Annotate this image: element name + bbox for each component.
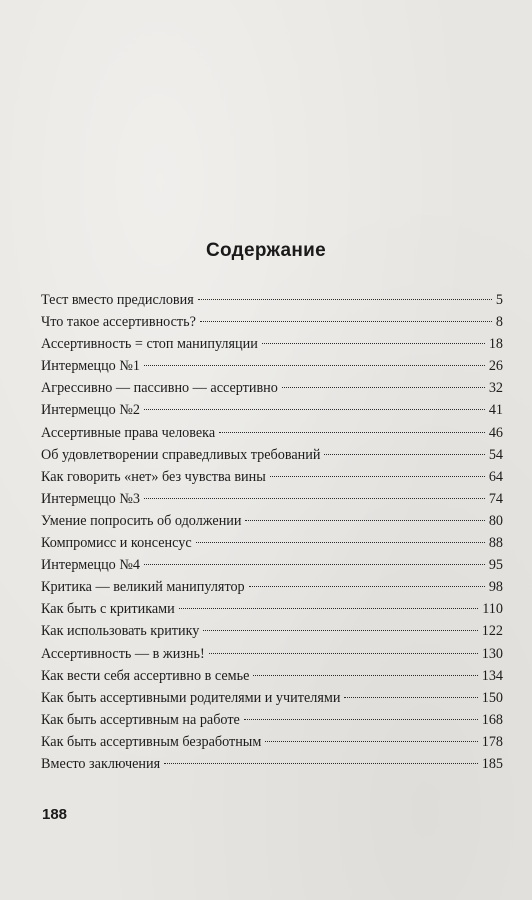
toc-entry-page: 80 [488, 512, 503, 529]
toc-entry [41, 576, 503, 598]
dot-leader [196, 542, 485, 543]
dot-leader [144, 498, 485, 499]
dot-leader [164, 763, 478, 764]
toc-entry-page: 54 [488, 446, 503, 463]
toc-entry-page: 95 [488, 557, 503, 574]
dot-leader [144, 365, 485, 366]
toc-entry-title: Интермеццо №4 [41, 557, 140, 574]
dot-leader [198, 299, 492, 300]
toc-entry-title: Компромисс и консенсус [41, 535, 192, 552]
toc-entry [41, 422, 503, 444]
toc-entry [41, 510, 503, 532]
toc-entry-page: 134 [481, 667, 503, 684]
dot-leader [282, 387, 485, 388]
toc-entry [41, 444, 503, 466]
toc-entry-page: 18 [488, 336, 503, 353]
dot-leader [262, 343, 485, 344]
toc-entry-title: Ассертивные права человека [41, 424, 216, 441]
toc-entry [41, 377, 503, 399]
dot-leader [200, 321, 492, 322]
toc-entry-title: Интермеццо №3 [41, 490, 140, 507]
toc-entry [41, 311, 503, 333]
toc-entry-page: 74 [488, 490, 503, 507]
toc-entry [41, 687, 503, 709]
toc-entry-page: 98 [488, 579, 503, 596]
toc-entry-title: Как быть с критиками [41, 601, 175, 618]
toc-entry [41, 333, 503, 355]
toc-entry-page: 5 [495, 292, 503, 308]
toc-entry-title: Агрессивно — пассивно — ассертивно [41, 380, 278, 397]
toc-entry-page: 150 [481, 689, 503, 706]
toc-entry-page: 46 [488, 424, 503, 441]
dot-leader [265, 741, 477, 742]
dot-leader [245, 520, 484, 521]
table-of-contents [41, 289, 503, 775]
toc-entry-title: Как быть ассертивными родителями и учителями [41, 689, 341, 706]
toc-entry [41, 488, 503, 510]
toc-entry-page: 130 [481, 645, 503, 662]
toc-entry-page: 32 [488, 380, 503, 397]
dot-leader [253, 675, 477, 676]
toc-entry-title: Умение попросить об одолжении [41, 512, 242, 529]
toc-entry-title: Как быть ассертивным безработным [41, 733, 262, 750]
toc-entry [41, 399, 503, 421]
dot-leader [244, 719, 478, 720]
toc-entry [41, 289, 503, 311]
toc-entry-page: 110 [482, 601, 503, 618]
toc-entry-title: Вместо заключения [41, 755, 161, 772]
toc-entry-title: Как вести себя ассертивно в семье [41, 667, 250, 684]
page-number: 188 [42, 806, 68, 823]
dot-leader [324, 454, 484, 455]
toc-entry-page: 185 [481, 755, 503, 772]
dot-leader [179, 608, 478, 609]
toc-entry-title: Как быть ассертивным на работе [41, 711, 240, 728]
toc-entry-title: Критика — великий манипулятор [41, 579, 245, 596]
toc-entry [41, 665, 503, 687]
toc-entry-title: Как говорить «нет» без чувства вины [41, 468, 266, 485]
toc-entry-title: Интермеццо №1 [41, 358, 140, 375]
toc-entry-title: Интермеццо №2 [41, 402, 140, 419]
toc-entry-page: 122 [481, 623, 503, 640]
dot-leader [209, 653, 478, 654]
toc-entry-page: 8 [495, 314, 503, 331]
toc-entry-title: Тест вместо предисловия [41, 292, 194, 308]
toc-entry [41, 709, 503, 731]
dot-leader [219, 432, 485, 433]
toc-entry-title: Об удовлетворении справедливых требований [41, 446, 321, 463]
dot-leader [270, 476, 485, 477]
dot-leader [144, 409, 485, 410]
dot-leader [203, 630, 477, 631]
contents-heading: Содержание [205, 240, 327, 261]
dot-leader [344, 697, 477, 698]
dot-leader [144, 564, 485, 565]
toc-entry [41, 643, 503, 665]
toc-entry [41, 753, 503, 775]
toc-entry-page: 178 [481, 733, 503, 750]
toc-entry [41, 598, 503, 620]
toc-entry-page: 168 [481, 711, 503, 728]
toc-entry [41, 466, 503, 488]
dot-leader [249, 586, 485, 587]
toc-entry [41, 731, 503, 753]
toc-entry [41, 554, 503, 576]
toc-entry [41, 355, 503, 377]
toc-entry-title: Что такое ассертивность? [41, 314, 196, 331]
toc-entry-page: 88 [488, 535, 503, 552]
toc-entry-title: Ассертивность = стоп манипуляции [41, 336, 258, 353]
toc-entry-title: Как использовать критику [41, 623, 200, 640]
toc-entry [41, 620, 503, 642]
toc-entry-page: 64 [488, 468, 503, 485]
toc-entry-page: 41 [488, 402, 503, 419]
toc-entry-title: Ассертивность — в жизнь! [41, 645, 205, 662]
toc-entry [41, 532, 503, 554]
toc-entry-page: 26 [488, 358, 503, 375]
